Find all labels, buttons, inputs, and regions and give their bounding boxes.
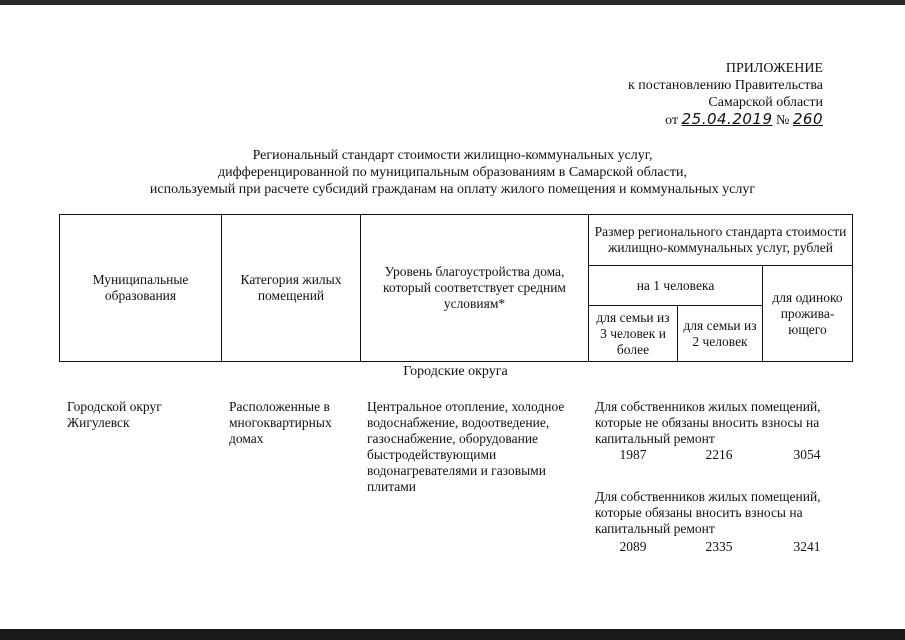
standard-table-header xyxy=(59,214,853,362)
header-category: Категория жилых помещений xyxy=(222,215,361,362)
group-2-family2-value: 2335 xyxy=(705,539,733,554)
row-group-1 xyxy=(595,399,850,463)
header-per-person: на 1 человека xyxy=(589,266,763,306)
document-title xyxy=(60,147,845,198)
group-2-single-value: 3241 xyxy=(793,539,821,554)
handwritten-number: 260 xyxy=(792,110,823,128)
handwritten-date: 25.04.2019 xyxy=(681,110,773,128)
appendix-line-2: Самарской области xyxy=(708,95,823,110)
group-1-label: Для собственников жилых помещений, которые не обязаны вносить взносы на капитальный ремонт xyxy=(595,399,821,446)
section-title: Городские округа xyxy=(403,364,508,379)
group-2-family3-value: 2089 xyxy=(619,539,647,554)
document-title-line-3: используемый при расчете субсидий гражданам на оплату жилого помещения и коммунальных услуг xyxy=(149,182,756,197)
header-family-3: для семьи из 3 человек и более xyxy=(589,306,678,362)
document-title-line-2: дифференцированной по муниципальным образованиям в Самарской области, xyxy=(218,165,687,180)
group-1-family2-value: 2216 xyxy=(705,447,733,462)
group-2-label: Для собственников жилых помещений, которые обязаны вносить взносы на капитальный ремонт xyxy=(595,489,821,536)
row-level: Центральное отопление, холодное водоснабжение, водоотведение, газоснабжение, оборудование быстродействующими водонагревателями и газовыми плитами xyxy=(367,399,565,494)
group-1-single-value: 3054 xyxy=(793,447,821,462)
row-category: Расположенные в многоквартирных домах xyxy=(229,399,332,446)
appendix-date-line xyxy=(628,111,823,129)
header-family-2: для семьи из 2 человек xyxy=(678,306,763,362)
row-group-2 xyxy=(595,489,850,555)
number-sign: № xyxy=(776,113,790,128)
date-prefix: от xyxy=(665,113,679,128)
appendix-title: ПРИЛОЖЕНИЕ xyxy=(725,61,823,76)
appendix-line-1: к постановлению Правительства xyxy=(627,78,823,93)
header-municipality: Муниципальные образования xyxy=(60,215,222,362)
header-level: Уровень благоустройства дома, который соответствует средним условиям* xyxy=(361,215,589,362)
appendix-block xyxy=(628,60,823,129)
group-2-values xyxy=(595,539,850,555)
header-standard-size: Размер регионального стандарта стоимости жилищно-коммунальных услуг, рублей xyxy=(589,215,853,266)
document-title-line-1: Региональный стандарт стоимости жилищно-коммунальных услуг, xyxy=(252,148,653,163)
row-municipality: Городской округ Жигулевск xyxy=(67,399,162,430)
group-1-values xyxy=(595,447,850,463)
scan-top-edge xyxy=(0,0,905,5)
header-single-resident: для одиноко прожива-ющего xyxy=(763,266,853,362)
scan-bottom-edge xyxy=(0,629,905,640)
group-1-family3-value: 1987 xyxy=(619,447,647,462)
